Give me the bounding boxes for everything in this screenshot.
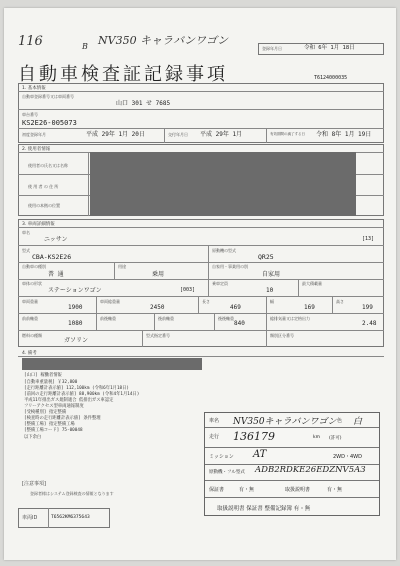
fuel-label: 燃料の種類	[22, 333, 42, 338]
chassis-value: KS2E26-005073	[22, 119, 77, 127]
sticker-manual-label: 取扱説明書	[285, 487, 311, 493]
user-info-heading: 2. 使用者情報	[22, 147, 51, 152]
handwritten-model: NV350 キャラバンワゴン	[98, 34, 229, 47]
weight-value: 1900	[68, 304, 83, 311]
car-id-value: T6562KM6375643	[51, 515, 90, 520]
expiry-value: 令和 8年 1月 19日	[316, 131, 372, 138]
handwritten-b: B	[82, 42, 88, 51]
sticker-engine-value: ADB2RDKE26EDZNV5A3	[255, 465, 366, 475]
sticker-mission-label: ミッション	[209, 454, 234, 460]
use-label: 用途	[118, 264, 126, 269]
remark-line: [整備工場コード] 75-00048	[24, 428, 83, 433]
notice-text: 登録者様はシステム登録検査の情報となります	[30, 491, 114, 496]
remark-line: [自動車重量税] ￥32,800	[24, 380, 78, 385]
sticker-mission-value: AT	[253, 449, 267, 460]
document-number: T6124000035	[314, 75, 348, 81]
registration-value: 山口 301 せ 7685	[116, 100, 171, 107]
body-code: [003]	[180, 287, 196, 293]
engine-value: QR25	[258, 253, 274, 261]
front-axle-value: 1080	[68, 320, 83, 327]
length-label: 長さ	[202, 299, 210, 304]
sticker-warranty-label: 保証書	[209, 487, 225, 493]
remark-line: 以下余白	[24, 435, 42, 440]
remark-line: [検査時の走行距離計表示値] 条件整理	[24, 416, 101, 421]
maker-code: [13]	[362, 236, 375, 242]
car-id-label: 車両ID	[22, 515, 38, 521]
remark-line: [走行距離計表示値] 112,100km (令和6年1月18日)	[24, 386, 130, 391]
private-label: 自家用・事業用の別	[212, 264, 248, 269]
front-rear-axle-label: 前後軸重	[100, 316, 116, 321]
capacity-label: 乗車定員	[212, 281, 228, 286]
remark-line: [受検種別] 指定整備	[24, 410, 67, 415]
engine-label: 原動機の型式	[212, 248, 236, 253]
displacement-value: 2.48	[362, 320, 377, 327]
redacted-remark	[22, 358, 202, 370]
issue-label: 交付年月日	[168, 132, 188, 137]
maker-value: ニッサン	[44, 236, 68, 243]
sticker-warranty-value: 有・無	[239, 487, 255, 493]
designation-label: 型式指定番号	[146, 333, 170, 338]
displacement-label: 総排気量又は定格出力	[270, 316, 310, 321]
fuel-value: ガソリン	[64, 337, 89, 344]
rear-front-axle-value: 840	[234, 320, 245, 327]
sticker-manual-value: 有・無	[327, 487, 343, 493]
handwritten-number: 116	[18, 34, 43, 49]
sticker-name-value: NV350キャラバンワゴン	[233, 417, 337, 427]
user-name-label: 使用者の氏名又は名称	[28, 163, 68, 168]
body-value: ステーションワゴン	[48, 287, 102, 294]
sticker-mileage-note: (許可)	[329, 436, 342, 441]
sticker-mileage-value: 136179	[233, 430, 275, 443]
inspection-certificate-sheet	[4, 8, 396, 560]
chassis-label: 車台番号	[22, 112, 38, 117]
sticker-color-label: 色	[337, 418, 343, 424]
sticker-engine-label: 原動機・フル型式	[209, 470, 245, 475]
vehicle-details-heading: 3. 車両詳細情報	[22, 222, 55, 227]
kind-label: 自動車の種別	[22, 264, 46, 269]
remarks-heading: 4. 備考	[22, 351, 37, 356]
kind-value: 普 通	[48, 271, 64, 278]
first-registration-label: 初度登録年月	[22, 132, 46, 137]
notice-label: [注意事項]	[22, 481, 46, 487]
first-registration-value: 平成 29年 1月 20日	[86, 131, 145, 138]
type-value: CBA-KS2E26	[32, 253, 72, 261]
gross-weight-value: 2450	[150, 304, 165, 311]
vehicle-details-section	[18, 219, 384, 347]
width-value: 169	[304, 304, 315, 311]
capacity-value: 10	[266, 287, 274, 294]
issue-date-value: 令和 6年 1月 18日	[304, 45, 355, 51]
sticker-bottom-line: 取扱説明書 保証書 整備記録簿 有・無	[217, 506, 311, 512]
registration-label: 自動車登録番号又は車両番号	[22, 94, 74, 99]
remark-line: [山口] 稼働者情報	[24, 373, 62, 378]
rear-front-axle-label: 後前軸重	[158, 316, 174, 321]
remark-line: フリーアクセス型車両通報制度	[24, 404, 84, 409]
sticker-mileage-unit: km	[313, 435, 320, 440]
base-location-label: 使用の本拠の位置	[28, 203, 60, 208]
private-value: 自家用	[262, 271, 281, 278]
sticker-drive-value: 2WD・4WD	[333, 454, 362, 460]
basic-info-heading: 1. 基本情報	[22, 86, 46, 91]
type-label: 型式	[22, 248, 30, 253]
gross-weight-label: 車両総重量	[100, 299, 120, 304]
remark-line: [整備工場] 指定整備工場	[24, 422, 75, 427]
user-address-label: 使 用 者 の 住 所	[28, 184, 59, 189]
sticker-mileage-label: 走行	[209, 434, 220, 440]
front-axle-label: 前前軸重	[22, 316, 38, 321]
remark-line: 平成11年排出ガス規制適合 低排出ガス車認定	[24, 398, 114, 403]
maker-label: 車名	[22, 230, 30, 235]
category-label: 類別区分番号	[270, 333, 294, 338]
load-label: 最大積載量	[302, 281, 322, 286]
issue-value: 平成 29年 1月	[200, 131, 243, 138]
expiry-label: 有効期間の満了する日	[270, 132, 305, 136]
remark-line: [前回の走行距離計表示値] 88,900km (令和4年1月14日)	[24, 392, 140, 397]
redacted-user-info	[90, 152, 356, 216]
height-label: 高さ	[336, 299, 344, 304]
dealer-sticker	[204, 412, 380, 516]
body-label: 車体の形状	[22, 281, 42, 286]
rear-rear-axle-label: 後後軸重	[218, 316, 234, 321]
height-value: 199	[362, 304, 373, 311]
issue-date-label: 登録年月日	[262, 46, 282, 51]
weight-label: 車両重量	[22, 299, 38, 304]
page-title: 自動車検査証記録事項	[18, 64, 228, 85]
length-value: 469	[230, 304, 241, 311]
sticker-color-value: 白	[353, 417, 363, 427]
use-value: 乗用	[152, 271, 165, 278]
width-label: 幅	[270, 299, 274, 304]
sticker-name-label: 車名	[209, 418, 220, 424]
